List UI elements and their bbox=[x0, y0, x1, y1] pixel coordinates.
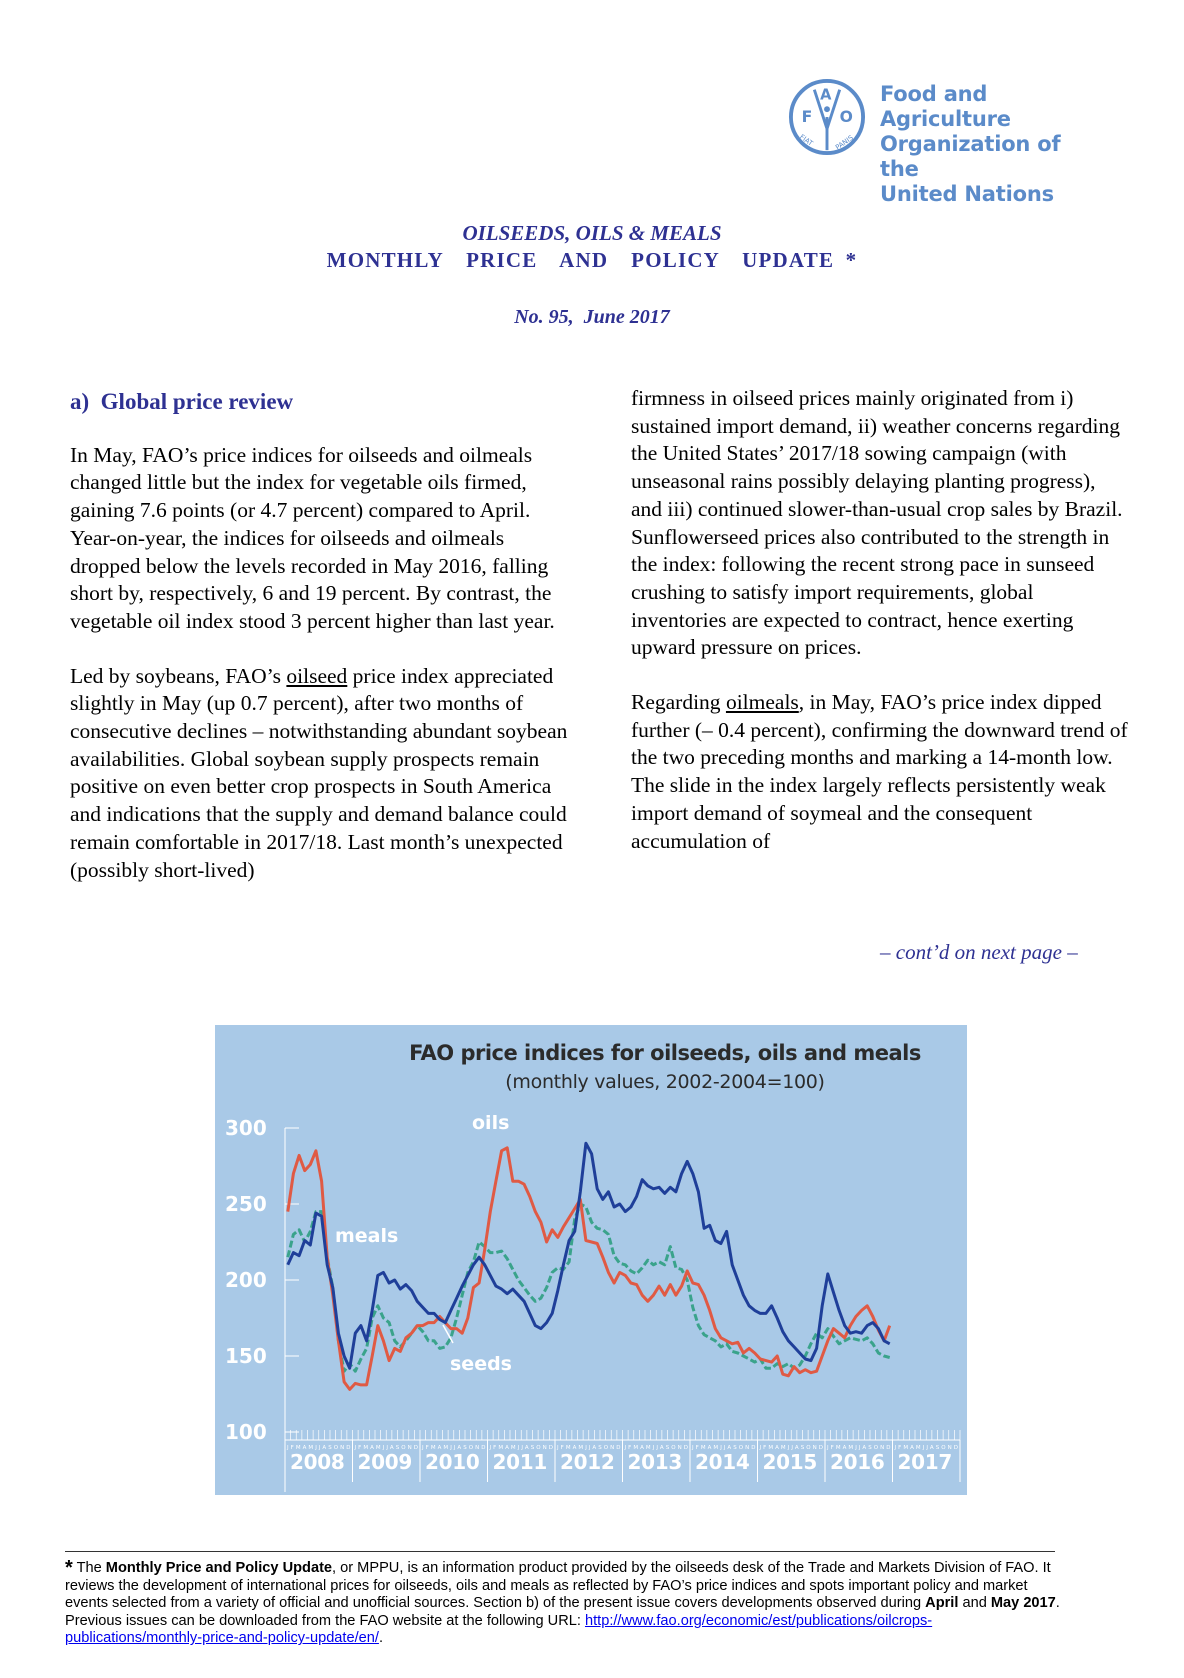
x-year-label: 2017 bbox=[897, 1450, 952, 1474]
left-column bbox=[70, 385, 570, 884]
org-line: United Nations bbox=[880, 182, 1054, 206]
chart-subtitle: (monthly values, 2002-2004=100) bbox=[505, 1071, 825, 1093]
document-subtitle: MONTHLY PRICE AND POLICY UPDATE * bbox=[326, 248, 858, 272]
footnote bbox=[65, 1557, 1065, 1648]
org-line: Organization of the bbox=[880, 132, 1061, 181]
y-tick-label: 150 bbox=[225, 1344, 267, 1368]
text: . bbox=[378, 1630, 383, 1647]
series-label-oils: oils bbox=[472, 1112, 510, 1134]
svg-text:JFMAMJJASOND: JFMAMJJASOND bbox=[692, 1445, 756, 1451]
bold-text: May 2017 bbox=[990, 1595, 1056, 1612]
underlined-term-oilseed: oilseed bbox=[286, 663, 348, 688]
text: and bbox=[958, 1595, 991, 1612]
x-year-label: 2010 bbox=[425, 1450, 480, 1474]
svg-text:JFMAMJJASOND: JFMAMJJASOND bbox=[489, 1445, 553, 1451]
underlined-term-oilmeals: oilmeals bbox=[725, 690, 799, 715]
paragraph: firmness in oilseed prices mainly originated from i) sustained import demand, ii) weather concerns regarding the United States’ 2017/18 sowing campaign (with unseasonal rains possibly delaying planting progress), and iii) continued slower-than-usual crop sales by Brazil. Sunflowerseed prices also contributed to the strength in the index: following the recent strong pace in sunseed crushing to satisfy import requirements, global inventories are expected to contract, hence exerting upward pressure on prices. bbox=[631, 386, 1123, 660]
bold-text: April bbox=[925, 1595, 959, 1612]
text: , in May, FAO’s price index dipped further (– 0.4 percent), confirming the downward trend of the two preceding months and marking a 14-month low. The slide in the index largely reflects persistently weak import demand of soymeal and the consequent accumulation of bbox=[631, 690, 1128, 853]
issue-number: No. 95, June 2017 bbox=[514, 306, 670, 328]
svg-text:A: A bbox=[820, 86, 832, 104]
svg-text:JFMAMJJASOND: JFMAMJJASOND bbox=[894, 1445, 958, 1451]
bold-text: Monthly Price and Policy Update bbox=[105, 1560, 333, 1576]
continued-note: – cont’d on next page – bbox=[880, 940, 1078, 964]
svg-text:JFMAMJJASOND: JFMAMJJASOND bbox=[354, 1445, 418, 1451]
publications-url-link[interactable]: http://www.fao.org/economic/est/publications/oilcrops-publications/monthly-price-and-policy-update/en/ bbox=[65, 1612, 933, 1647]
chart-title: FAO price indices for oilseeds, oils and meals bbox=[409, 1041, 921, 1065]
x-year-label: 2012 bbox=[560, 1450, 615, 1474]
x-year-label: 2016 bbox=[830, 1450, 885, 1474]
svg-text:O: O bbox=[839, 107, 853, 126]
x-year-label: 2009 bbox=[357, 1450, 412, 1474]
section-heading: a) Global price review bbox=[70, 389, 294, 414]
fao-emblem-icon bbox=[788, 78, 866, 156]
svg-text:F: F bbox=[801, 107, 813, 126]
x-year-label: 2013 bbox=[627, 1450, 682, 1474]
right-column bbox=[631, 385, 1131, 855]
svg-text:JFMAMJJASOND: JFMAMJJASOND bbox=[759, 1445, 823, 1451]
fao-logo bbox=[788, 78, 1088, 206]
svg-text:JFMAMJJASOND: JFMAMJJASOND bbox=[624, 1445, 688, 1451]
text: Led by soybeans, FAO’s bbox=[70, 663, 287, 688]
svg-text:JFMAMJJASOND: JFMAMJJASOND bbox=[557, 1445, 621, 1451]
svg-text:PANIS: PANIS bbox=[834, 133, 855, 152]
svg-text:FIAT: FIAT bbox=[798, 132, 815, 148]
text: Regarding bbox=[631, 690, 726, 715]
chart-plot-area bbox=[215, 1025, 967, 1495]
y-tick-label: 300 bbox=[225, 1116, 267, 1140]
svg-text:JFMAMJJASOND: JFMAMJJASOND bbox=[287, 1445, 351, 1451]
text: The bbox=[72, 1560, 106, 1576]
series-label-seeds: seeds bbox=[450, 1353, 512, 1375]
y-tick-label: 200 bbox=[225, 1268, 267, 1292]
text: , or MPPU, is an information product provided by the oilseeds desk of the Trade and Markets Division of FAO. It reviews the development of international prices for oilseeds, oils and meals as reflected by FAO’s price indices and spots important policy and market events selected from a variety of official and unofficial sources. Section b) of the present issue covers developments observed during bbox=[65, 1560, 1051, 1612]
footnote-divider bbox=[65, 1551, 1055, 1552]
paragraph bbox=[70, 663, 570, 885]
x-year-label: 2008 bbox=[290, 1450, 345, 1474]
x-year-label: 2014 bbox=[695, 1450, 750, 1474]
paragraph: In May, FAO’s price indices for oilseeds and oilmeals changed little but the index for vegetable oils firmed, gaining 7.6 points (or 4.7 percent) compared to April. Year-on-year, the indices for oilseeds and oilmeals dropped below the levels recorded in May 2016, falling short by, respectively, 6 and 19 percent. By contrast, the vegetable oil index stood 3 percent higher than last year. bbox=[70, 442, 555, 633]
footnote-marker: * bbox=[65, 1557, 73, 1579]
text: . Previous issues can be downloaded from the FAO website at the following URL: bbox=[65, 1595, 1060, 1629]
org-line: Food and Agriculture bbox=[880, 82, 1011, 131]
series-label-meals: meals bbox=[335, 1225, 399, 1247]
paragraph bbox=[631, 689, 1131, 855]
x-year-label: 2011 bbox=[492, 1450, 547, 1474]
document-title: OILSEEDS, OILS & MEALS bbox=[462, 221, 722, 245]
svg-text:JFMAMJJASOND: JFMAMJJASOND bbox=[422, 1445, 486, 1451]
svg-text:JFMAMJJASOND: JFMAMJJASOND bbox=[827, 1445, 891, 1451]
text: price index appreciated slightly in May (up 0.7 percent), after two months of consecutive declines – notwithstanding abundant soybean availabilities. Global soybean supply prospects remain positive on even better crop prospects in South America and indications that the supply and demand balance could remain comfortable in 2017/18. Last month’s unexpected (possibly short-lived) bbox=[70, 663, 568, 882]
y-tick-label: 100 bbox=[225, 1420, 267, 1444]
price-index-chart bbox=[215, 1025, 967, 1495]
organization-name bbox=[880, 82, 1088, 207]
y-tick-label: 250 bbox=[225, 1192, 267, 1216]
x-year-label: 2015 bbox=[762, 1450, 817, 1474]
